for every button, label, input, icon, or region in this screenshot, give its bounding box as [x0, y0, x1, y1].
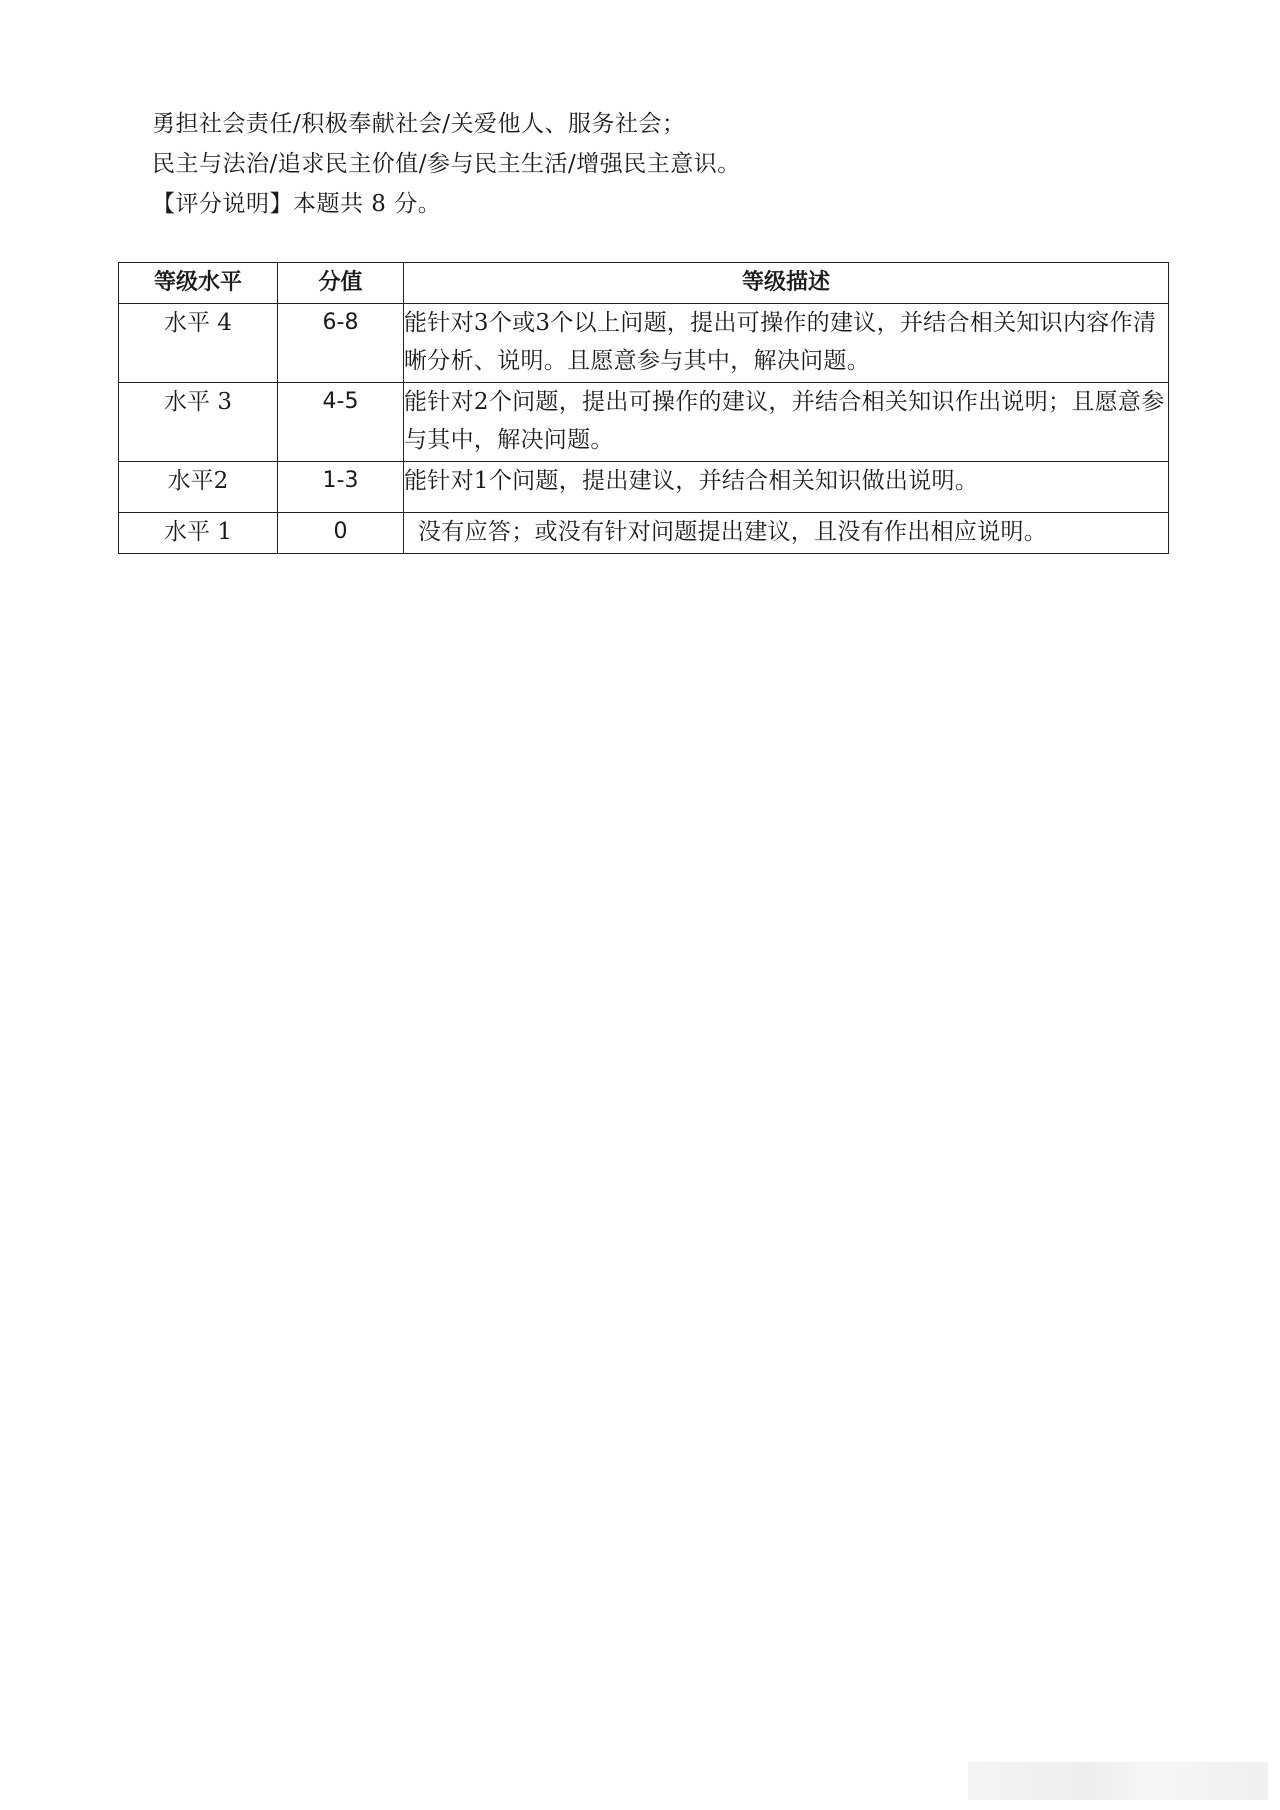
blurred-watermark	[968, 1762, 1268, 1800]
level-cell: 水平 1	[119, 513, 278, 554]
level-cell: 水平 3	[119, 383, 278, 462]
intro-line-1: 勇担社会责任/积极奉献社会/关爱他人、服务社会；	[152, 111, 686, 137]
description-cell: 能针对2个问题，提出可操作的建议，并结合相关知识作出说明；且愿意参与其中，解决问题。	[404, 383, 1169, 462]
table-row	[119, 462, 1169, 513]
intro-line-2: 民主与法治/追求民主价值/参与民主生活/增强民主意识。	[152, 151, 741, 177]
table-row	[119, 383, 1169, 462]
score-cell: 0	[278, 513, 404, 554]
table-row	[119, 304, 1169, 383]
intro-text	[152, 104, 1152, 224]
score-cell: 4-5	[278, 383, 404, 462]
scoring-rubric-table	[118, 262, 1169, 554]
score-cell: 6-8	[278, 304, 404, 383]
table-row	[119, 513, 1169, 554]
scoring-note: 【评分说明】本题共 8 分。	[152, 191, 442, 217]
score-cell: 1-3	[278, 462, 404, 513]
level-cell: 水平2	[119, 462, 278, 513]
header-description: 等级描述	[404, 263, 1169, 304]
description-cell: 没有应答；或没有针对问题提出建议，且没有作出相应说明。	[404, 513, 1169, 554]
level-cell: 水平 4	[119, 304, 278, 383]
header-score: 分值	[278, 263, 404, 304]
description-cell: 能针对1个问题，提出建议，并结合相关知识做出说明。	[404, 462, 1169, 513]
header-level: 等级水平	[119, 263, 278, 304]
description-cell: 能针对3个或3个以上问题，提出可操作的建议，并结合相关知识内容作清晰分析、说明。且愿意参与其中，解决问题。	[404, 304, 1169, 383]
table-header-row	[119, 263, 1169, 304]
